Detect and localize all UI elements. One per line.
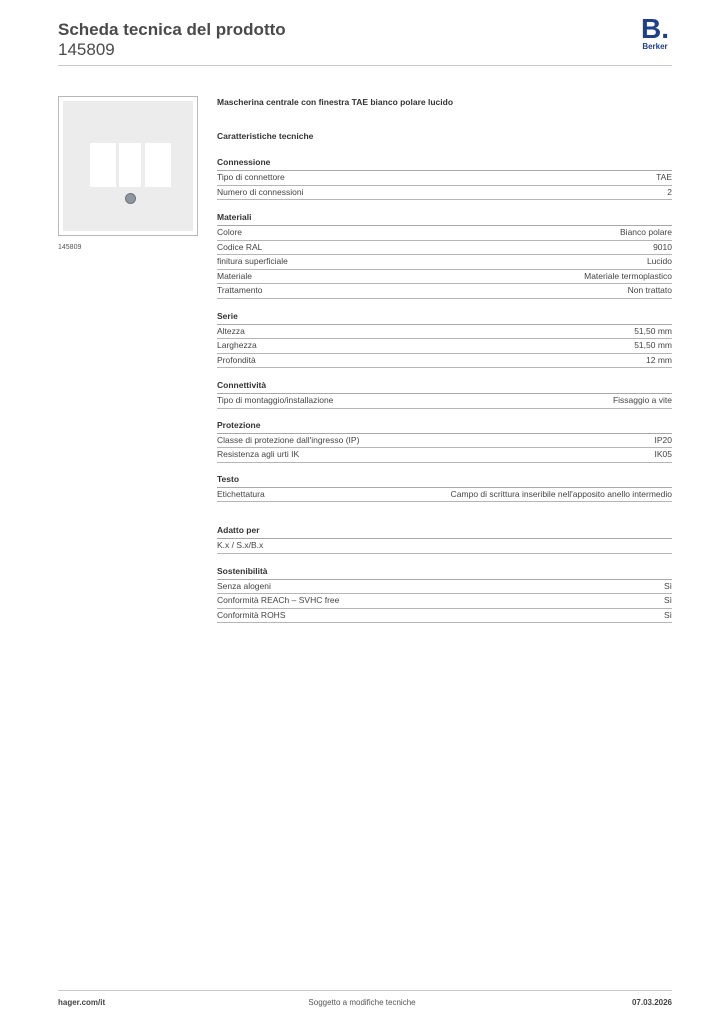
spec-label: Profondità [217,354,256,365]
spec-row [217,354,672,369]
spec-value: Bianco polare [620,227,672,237]
spec-row [217,539,672,554]
spec-value: Sì [663,609,672,620]
spec-row [217,448,672,463]
spec-group-title: Sostenibilità [217,565,672,580]
spec-label: Trattamento [217,285,263,295]
spec-groups [217,156,672,623]
spec-group-title: Connettività [217,379,672,394]
spec-value: TAE [656,172,672,182]
spec-row [217,270,672,285]
spec-row [217,594,672,609]
footer-divider [58,990,672,991]
spec-label: Altezza [217,325,245,336]
footer-disclaimer: Soggetto a modifiche tecniche [308,998,416,1007]
spec-row [217,171,672,186]
spec-group-title: Adatto per [217,524,672,539]
specifications [217,96,672,623]
spec-row [217,339,672,354]
spec-label: Colore [217,227,243,237]
spec-group [217,211,672,299]
spec-label: Resistenza agli urti IK [217,449,300,459]
spec-group [217,565,672,624]
berker-logo [638,13,672,51]
spec-label: K.x / S.x/B.x [217,540,264,550]
spec-group [217,524,672,554]
spec-group-title: Protezione [217,419,672,434]
spec-row [217,241,672,256]
spec-row [217,580,672,595]
spec-row [217,325,672,340]
spec-label: Senza alogeni [217,580,271,591]
spec-value: Fissaggio a vite [612,395,672,405]
screw-icon [125,193,136,204]
spec-label: finitura superficiale [217,256,288,266]
header-divider [58,65,672,66]
spec-value: Sì [663,580,672,591]
spec-value: 9010 [653,241,672,252]
spec-value: Campo di scrittura inseribile nell'apposito anello intermedio [450,488,672,499]
spec-group [217,473,672,503]
spec-label: Numero di connessioni [217,186,304,197]
spec-group-title: Materiali [217,211,672,226]
spec-row [217,434,672,449]
spec-row [217,186,672,201]
spec-label: Materiale [217,270,252,281]
document-title: Scheda tecnica del prodotto [58,20,286,39]
tae-window-center [119,143,141,187]
spec-value: Non trattato [627,285,672,295]
spec-label: Classe di protezione dall'ingresso (IP) [217,434,360,445]
spec-row [217,226,672,241]
spec-group-title: Testo [217,473,672,488]
spec-group [217,419,672,463]
spec-value: 12 mm [646,354,672,365]
spec-label: Tipo di montaggio/installazione [217,395,334,405]
section-heading: Caratteristiche tecniche [217,131,314,141]
spec-value: Lucido [646,256,672,266]
spec-value: 51,50 mm [634,325,672,336]
logo-letter: B. [641,13,669,44]
spec-row [217,394,672,409]
product-name: Mascherina centrale con finestra TAE bianco polare lucido [217,97,454,107]
spec-value: Sì [663,595,672,605]
logo-text: Berker [642,42,668,51]
spec-group-title: Connessione [217,156,672,171]
spec-group [217,310,672,369]
spec-label: Codice RAL [217,241,263,252]
spec-value: IK05 [654,449,672,459]
spec-row [217,488,672,503]
footer-date: 07.03.2026 [631,998,672,1007]
spec-value: 2 [667,186,672,197]
spec-value: IP20 [654,434,672,445]
tae-window-left [90,143,116,187]
spec-label: Etichettatura [217,488,265,499]
product-number: 145809 [58,40,115,59]
spec-row [217,284,672,299]
image-caption: 145809 [58,244,82,251]
spec-group [217,156,672,200]
spec-group [217,379,672,409]
spec-row [217,609,672,624]
spec-label: Larghezza [217,340,257,350]
tae-window-right [145,143,171,187]
cover-plate [63,101,193,231]
footer-website: hager.com/it [58,998,106,1007]
spec-value: Materiale termoplastico [584,270,672,281]
spec-label: Conformità REACh – SVHC free [217,595,340,605]
product-image [58,96,198,236]
spec-group-title: Serie [217,310,672,325]
document-header [58,20,286,60]
spec-value: 51,50 mm [634,340,672,350]
spec-label: Tipo di connettore [217,172,285,182]
spec-label: Conformità ROHS [217,609,286,620]
spec-row [217,255,672,270]
